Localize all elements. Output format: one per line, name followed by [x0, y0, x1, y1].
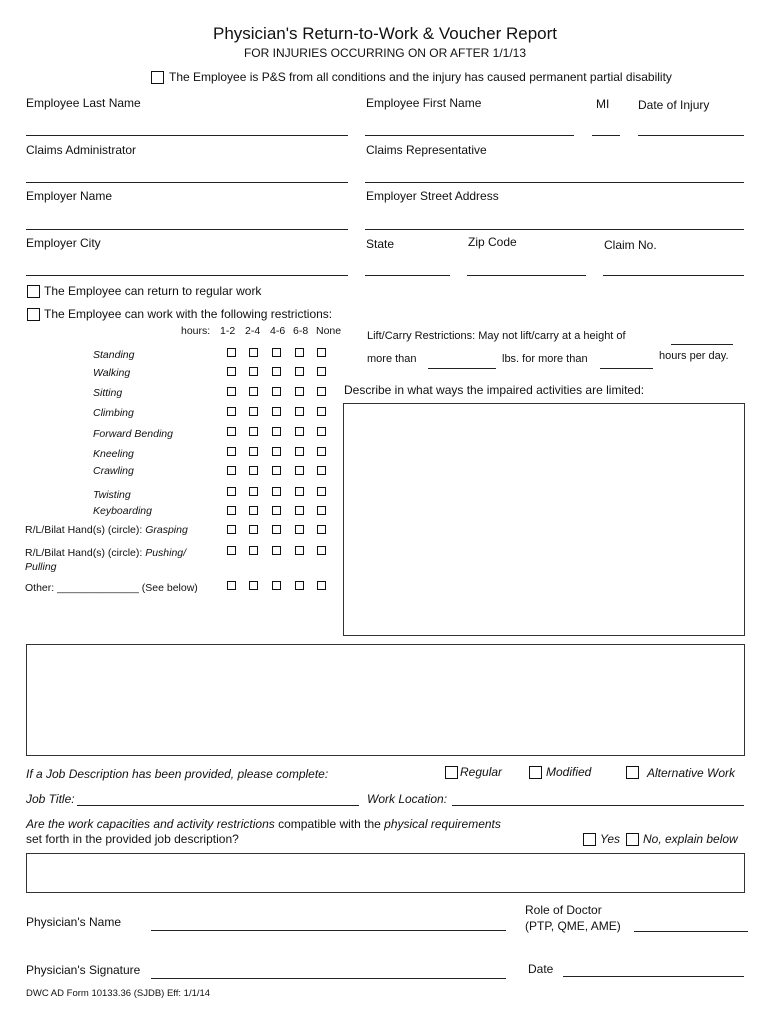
grasping-prefix: R/L/Bilat Hand(s) (circle):: [25, 524, 146, 536]
physician-name-field[interactable]: [151, 930, 506, 931]
kneeling-hours-6-8-checkbox[interactable]: [295, 447, 304, 456]
lift-lbs-label: lbs. for more than: [502, 353, 588, 365]
grasping-hours-none-checkbox[interactable]: [317, 525, 326, 534]
ps-checkbox[interactable]: [151, 71, 164, 84]
claim-no-field[interactable]: [603, 275, 744, 276]
employer-city-field[interactable]: [26, 275, 348, 276]
sitting-hours-1-2-checkbox[interactable]: [227, 387, 236, 396]
compatibility-question-line2: set forth in the provided job description?: [26, 832, 239, 846]
claims-admin-label: Claims Administrator: [26, 143, 137, 157]
lift-height-field[interactable]: [671, 344, 733, 345]
lift-hours-label: hours per day.: [659, 350, 729, 362]
employer-name-field[interactable]: [26, 229, 348, 230]
activity-twisting: Twisting: [93, 489, 131, 501]
claims-rep-field[interactable]: [365, 182, 744, 183]
page-title: Physician's Return-to-Work & Voucher Report: [212, 24, 558, 43]
grasping-hours-2-4-checkbox[interactable]: [249, 525, 258, 534]
ps-checkbox-label: The Employee is P&S from all conditions and the injury has caused permanent partial disability: [169, 70, 672, 84]
activity-pulling: Pulling: [25, 561, 57, 573]
activity-pushing: [25, 547, 186, 559]
sitting-hours-2-4-checkbox[interactable]: [249, 387, 258, 396]
last-name-label: Employee Last Name: [26, 96, 141, 110]
grasping-hours-6-8-checkbox[interactable]: [295, 525, 304, 534]
job-title-field[interactable]: [77, 805, 359, 806]
crawling-hours-6-8-checkbox[interactable]: [295, 466, 304, 475]
compat-1c: physical requirements: [384, 817, 501, 831]
climbing-hours-none-checkbox[interactable]: [317, 407, 326, 416]
twisting-hours-6-8-checkbox[interactable]: [295, 487, 304, 496]
pushing-pulling-hours-none-checkbox[interactable]: [317, 546, 326, 555]
physician-signature-field[interactable]: [151, 978, 506, 979]
physician-signature-label: Physician's Signature: [26, 963, 141, 977]
date-of-injury-field[interactable]: [638, 135, 744, 136]
keyboarding-hours-6-8-checkbox[interactable]: [295, 506, 304, 515]
compat-yes-checkbox[interactable]: [583, 833, 596, 846]
compat-explanation-box[interactable]: [26, 853, 745, 893]
last-name-field[interactable]: [26, 135, 348, 136]
hours-col-1-2: 1-2: [220, 325, 236, 337]
pushing-pulling-hours-2-4-checkbox[interactable]: [249, 546, 258, 555]
state-field[interactable]: [365, 275, 450, 276]
date-of-injury-label: Date of Injury: [638, 98, 710, 112]
keyboarding-hours-4-6-checkbox[interactable]: [272, 506, 281, 515]
keyboarding-hours-1-2-checkbox[interactable]: [227, 506, 236, 515]
twisting-hours-none-checkbox[interactable]: [317, 487, 326, 496]
activity-climbing: Climbing: [93, 407, 134, 419]
hours-col-6-8: 6-8: [293, 325, 309, 337]
activity-sitting: Sitting: [93, 387, 123, 399]
activity-kneeling: Kneeling: [93, 448, 134, 460]
hours-col-4-6: 4-6: [270, 325, 286, 337]
kneeling-hours-4-6-checkbox[interactable]: [272, 447, 281, 456]
compat-no-checkbox[interactable]: [626, 833, 639, 846]
crawling-hours-none-checkbox[interactable]: [317, 466, 326, 475]
work-location-label: Work Location:: [367, 792, 448, 806]
activity-crawling: Crawling: [93, 465, 134, 477]
employer-name-label: Employer Name: [26, 189, 113, 203]
standing-hours-4-6-checkbox[interactable]: [272, 348, 281, 357]
twisting-hours-2-4-checkbox[interactable]: [249, 487, 258, 496]
restrictions-checkbox[interactable]: [27, 308, 40, 321]
role-field[interactable]: [634, 931, 748, 932]
employer-address-label: Employer Street Address: [366, 189, 499, 203]
activity-standing: Standing: [93, 349, 135, 361]
kneeling-hours-1-2-checkbox[interactable]: [227, 447, 236, 456]
other-hours-1-2-checkbox[interactable]: [227, 581, 236, 590]
employer-address-field[interactable]: [365, 229, 744, 230]
form-footer: DWC AD Form 10133.36 (SJDB) Eff: 1/1/14: [26, 988, 211, 999]
grasping-hours-4-6-checkbox[interactable]: [272, 525, 281, 534]
crawling-hours-1-2-checkbox[interactable]: [227, 466, 236, 475]
crawling-hours-2-4-checkbox[interactable]: [249, 466, 258, 475]
other-hours-6-8-checkbox[interactable]: [295, 581, 304, 590]
grasping-text: Grasping: [145, 524, 188, 536]
job-regular-label: Regular: [460, 765, 503, 779]
forward-bending-hours-none-checkbox[interactable]: [317, 427, 326, 436]
claim-no-label: Claim No.: [604, 238, 657, 252]
first-name-label: Employee First Name: [366, 96, 482, 110]
job-description-prompt: If a Job Description has been provided, please complete:: [26, 767, 329, 781]
job-modified-label: Modified: [546, 765, 592, 779]
job-regular-checkbox[interactable]: [445, 766, 458, 779]
walking-hours-2-4-checkbox[interactable]: [249, 367, 258, 376]
standing-hours-2-4-checkbox[interactable]: [249, 348, 258, 357]
activity-grasping: [25, 524, 188, 536]
forward-bending-hours-2-4-checkbox[interactable]: [249, 427, 258, 436]
zip-field[interactable]: [467, 275, 586, 276]
forward-bending-hours-4-6-checkbox[interactable]: [272, 427, 281, 436]
date-label: Date: [528, 962, 554, 976]
forward-bending-hours-6-8-checkbox[interactable]: [295, 427, 304, 436]
describe-label: Describe in what ways the impaired activities are limited:: [344, 383, 645, 397]
lift-restrictions-label: Lift/Carry Restrictions: May not lift/carry at a height of: [367, 330, 626, 342]
lift-more-than: more than: [367, 353, 417, 365]
hours-col-none: None: [316, 325, 342, 337]
state-label: State: [366, 237, 395, 251]
grasping-hours-1-2-checkbox[interactable]: [227, 525, 236, 534]
walking-hours-4-6-checkbox[interactable]: [272, 367, 281, 376]
kneeling-hours-2-4-checkbox[interactable]: [249, 447, 258, 456]
twisting-hours-4-6-checkbox[interactable]: [272, 487, 281, 496]
zip-label: Zip Code: [468, 235, 517, 249]
job-alternative-label: Alternative Work: [647, 766, 736, 780]
other-hours-none-checkbox[interactable]: [317, 581, 326, 590]
compat-1a: Are the work capacities and activity restrictions: [26, 817, 275, 831]
climbing-hours-4-6-checkbox[interactable]: [272, 407, 281, 416]
activity-keyboarding: Keyboarding: [93, 505, 152, 517]
page-subtitle: FOR INJURIES OCCURRING ON OR AFTER 1/1/13: [243, 46, 527, 60]
job-modified-checkbox[interactable]: [529, 766, 542, 779]
other-explanation-box[interactable]: [26, 644, 745, 756]
pushing-prefix: R/L/Bilat Hand(s) (circle):: [25, 547, 146, 559]
regular-work-label: The Employee can return to regular work: [44, 284, 262, 298]
kneeling-hours-none-checkbox[interactable]: [317, 447, 326, 456]
pushing-text: Pushing/: [145, 547, 187, 559]
compat-1b: compatible with the: [274, 817, 385, 831]
climbing-hours-1-2-checkbox[interactable]: [227, 407, 236, 416]
keyboarding-hours-none-checkbox[interactable]: [317, 506, 326, 515]
job-alternative-checkbox[interactable]: [626, 766, 639, 779]
pushing-pulling-hours-1-2-checkbox[interactable]: [227, 546, 236, 555]
pushing-pulling-hours-4-6-checkbox[interactable]: [272, 546, 281, 555]
mi-field[interactable]: [592, 135, 620, 136]
first-name-field[interactable]: [365, 135, 574, 136]
job-title-label: Job Title:: [26, 792, 75, 806]
walking-hours-none-checkbox[interactable]: [317, 367, 326, 376]
role-label-1: Role of Doctor: [525, 903, 602, 917]
standing-hours-6-8-checkbox[interactable]: [295, 348, 304, 357]
standing-hours-1-2-checkbox[interactable]: [227, 348, 236, 357]
crawling-hours-4-6-checkbox[interactable]: [272, 466, 281, 475]
hours-col-2-4: 2-4: [245, 325, 261, 337]
claims-admin-field[interactable]: [26, 182, 348, 183]
activity-forward-bending: Forward Bending: [93, 428, 173, 440]
climbing-hours-2-4-checkbox[interactable]: [249, 407, 258, 416]
forward-bending-hours-1-2-checkbox[interactable]: [227, 427, 236, 436]
physician-name-label: Physician's Name: [26, 915, 121, 929]
describe-limitations-box[interactable]: [343, 403, 745, 636]
other-hours-4-6-checkbox[interactable]: [272, 581, 281, 590]
hours-label: hours:: [181, 325, 211, 337]
climbing-hours-6-8-checkbox[interactable]: [295, 407, 304, 416]
standing-hours-none-checkbox[interactable]: [317, 348, 326, 357]
claims-rep-label: Claims Representative: [366, 143, 487, 157]
walking-hours-1-2-checkbox[interactable]: [227, 367, 236, 376]
sitting-hours-6-8-checkbox[interactable]: [295, 387, 304, 396]
role-label-2: (PTP, QME, AME): [525, 919, 621, 933]
compatibility-question-line1: [26, 817, 501, 831]
restrictions-label: The Employee can work with the following restrictions:: [44, 307, 333, 321]
date-field[interactable]: [563, 976, 744, 977]
lift-lbs-field[interactable]: [428, 368, 496, 369]
lift-hours-field[interactable]: [600, 368, 653, 369]
regular-work-checkbox[interactable]: [27, 285, 40, 298]
compat-yes-label: Yes: [600, 832, 621, 846]
work-location-field[interactable]: [452, 805, 744, 806]
walking-hours-6-8-checkbox[interactable]: [295, 367, 304, 376]
compat-no-label: No, explain below: [643, 832, 738, 846]
keyboarding-hours-2-4-checkbox[interactable]: [249, 506, 258, 515]
other-hours-2-4-checkbox[interactable]: [249, 581, 258, 590]
employer-city-label: Employer City: [26, 236, 101, 250]
pushing-pulling-hours-6-8-checkbox[interactable]: [295, 546, 304, 555]
twisting-hours-1-2-checkbox[interactable]: [227, 487, 236, 496]
sitting-hours-4-6-checkbox[interactable]: [272, 387, 281, 396]
activity-other: Other: ______________ (See below): [25, 582, 198, 594]
mi-label: MI: [596, 97, 610, 111]
sitting-hours-none-checkbox[interactable]: [317, 387, 326, 396]
activity-walking: Walking: [93, 367, 131, 379]
